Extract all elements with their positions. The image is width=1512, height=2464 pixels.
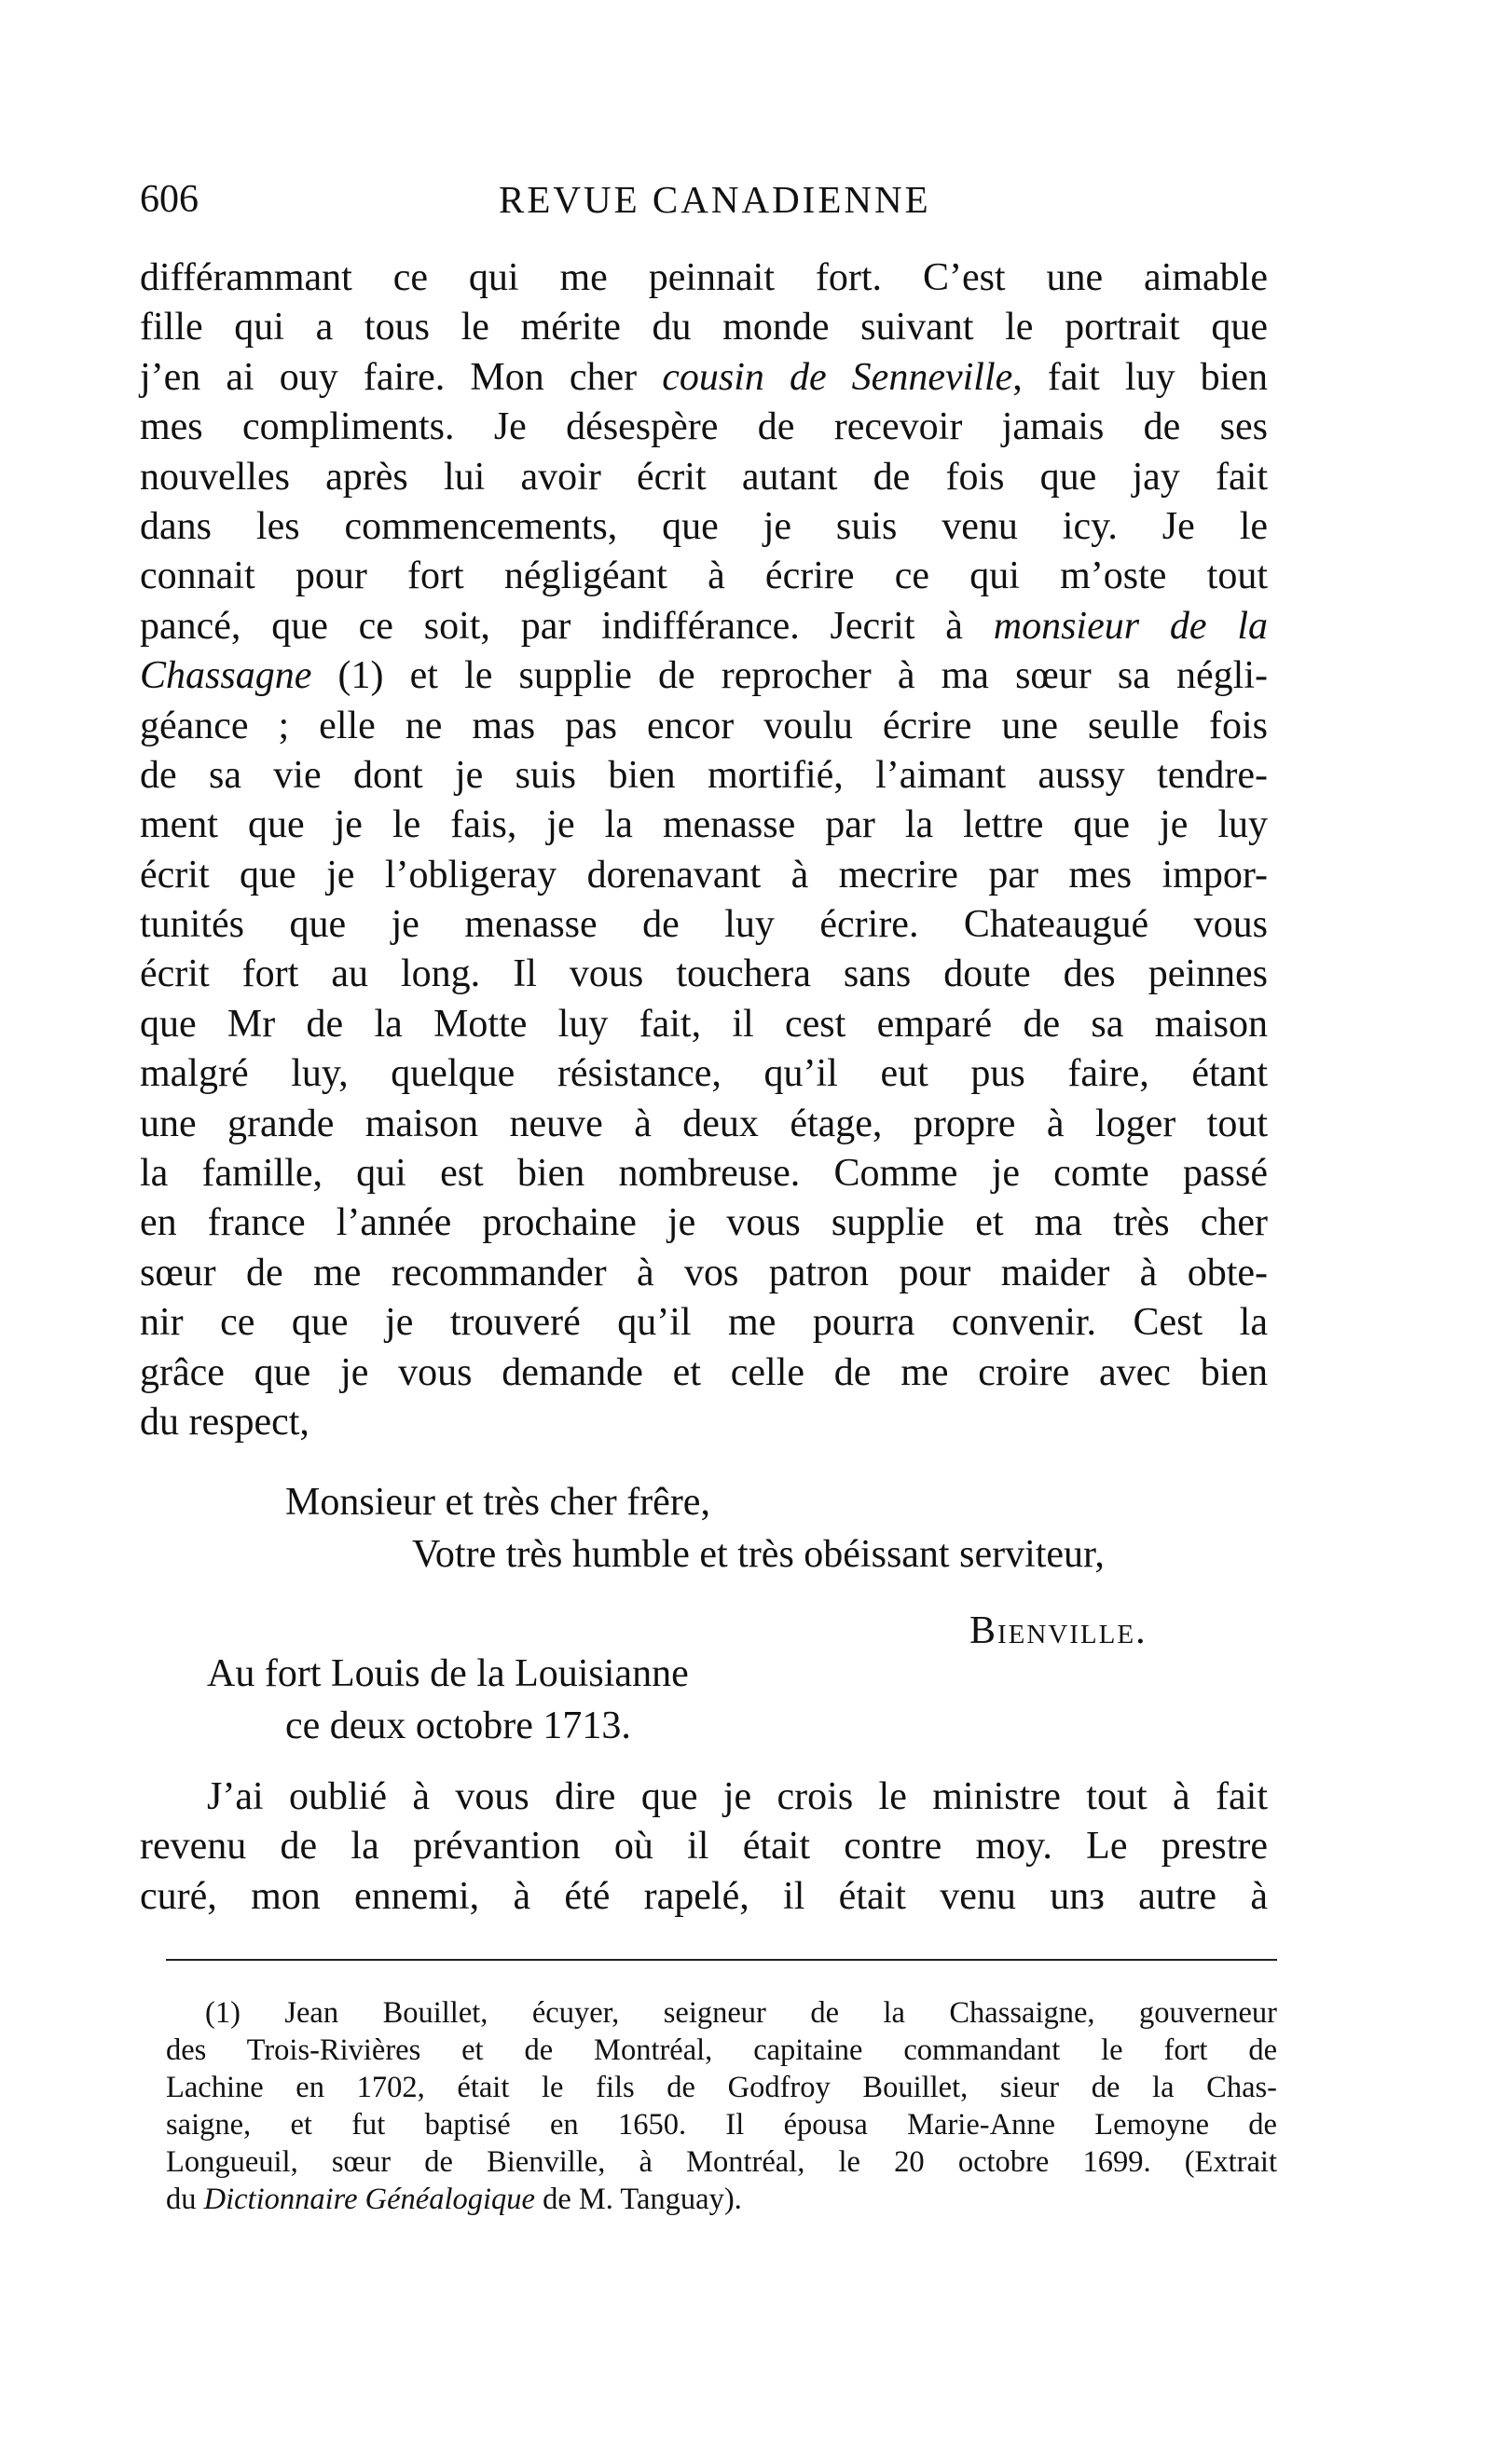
- closing-formula: Votre très humble et très obéissant serviteur,: [412, 1533, 1105, 1576]
- text-run: du: [166, 2183, 204, 2216]
- body-line: sœur de me recommander à vos patron pour maider à obte-: [140, 1251, 1268, 1294]
- date-line: ce deux octobre 1713.: [285, 1704, 631, 1747]
- body-line: la famille, qui est bien nombreuse. Comme je comte passé: [140, 1152, 1268, 1196]
- text-run: pancé, que ce soit, par indifférance. Jecrit à: [140, 604, 994, 648]
- postscript: [140, 1773, 1268, 1922]
- footnote-line: Longueuil, sœur de Bienville, à Montréal, le 20 octobre 1699. (Extrait: [166, 2145, 1277, 2179]
- body-line: que Mr de la Motte luy fait, il cest emparé de sa maison: [140, 1002, 1268, 1046]
- body-line: [140, 353, 1268, 403]
- italic-name: cousin de Senneville: [662, 355, 1013, 399]
- footnote-line: saigne, et fut baptisé en 1650. Il épousa Marie-Anne Lemoyne de: [166, 2108, 1277, 2142]
- text-run: , fait luy bien: [1012, 355, 1268, 399]
- body-line: différammant ce qui me peinnait fort. C’est une aimable: [140, 256, 1268, 299]
- body-line: nir ce que je trouveré qu’il me pourra convenir. Cest la: [140, 1301, 1268, 1345]
- text-run: j’en ai ouy faire. Mon cher: [140, 355, 663, 399]
- body-line: [140, 651, 1268, 701]
- body-line: du respect,: [140, 1400, 309, 1444]
- text-run: de M. Tanguay).: [534, 2183, 742, 2216]
- footnote-line: Lachine en 1702, était le fils de Godfroy Bouillet, sieur de la Chas-: [166, 2071, 1277, 2104]
- postscript-line: curé, mon ennemi, à été rapelé, il était venu unз autre à: [140, 1874, 1268, 1918]
- body-line: mes compliments. Je désespère de recevoir jamais de ses: [140, 405, 1268, 449]
- body-line: ment que je le fais, je la menasse par la lettre que je luy: [140, 803, 1268, 847]
- body-line: nouvelles après lui avoir écrit autant de fois que jay fait: [140, 455, 1268, 499]
- body-line: malgré luy, quelque résistance, qu’il eut pus faire, étant: [140, 1052, 1268, 1096]
- italic-name: Chassagne: [140, 654, 312, 698]
- body-line: écrit que je l’obligeray dorenavant à mecrire par mes impor-: [140, 853, 1268, 897]
- postscript-line: J’ai oublié à vous dire que je crois le ministre tout à fait: [207, 1775, 1268, 1818]
- italic-name: monsieur de la: [993, 604, 1268, 648]
- footnote-divider: [166, 1959, 1277, 1961]
- body-line: géance ; elle ne mas pas encor voulu écrire une seulle fois: [140, 704, 1268, 747]
- body-line: grâce que je vous demande et celle de me croire avec bien: [140, 1350, 1268, 1394]
- footnote-line: des Trois-Rivières et de Montréal, capitaine commandant le fort de: [166, 2033, 1277, 2067]
- running-head: [140, 177, 1277, 233]
- footnote: [166, 1994, 1277, 2218]
- body-line: dans les commencements, que je suis venu icy. Je le: [140, 504, 1268, 548]
- body-line: tunités que je menasse de luy écrire. Chateaugué vous: [140, 903, 1268, 947]
- body-line: fille qui a tous le mérite du monde suivant le portrait que: [140, 306, 1268, 349]
- body-line: en france l’année prochaine je vous supplie et ma très cher: [140, 1201, 1268, 1245]
- body-line: [140, 602, 1268, 651]
- postscript-line: revenu de la prévantion où il était contre moy. Le prestre: [140, 1825, 1268, 1869]
- body-line: une grande maison neuve à deux étage, propre à loger tout: [140, 1102, 1268, 1145]
- footnote-line: (1) Jean Bouillet, écuyer, seigneur de la Chassaigne, gouverneur: [205, 1996, 1277, 2030]
- body-line: de sa vie dont je suis bien mortifié, l’aimant aussy tendre-: [140, 753, 1268, 797]
- letter-body: [140, 253, 1268, 1447]
- journal-title: REVUE CANADIENNE: [499, 178, 931, 221]
- footnote-line: [166, 2181, 1277, 2218]
- italic-title: Dictionnaire Généalogique: [203, 2183, 535, 2216]
- body-line: écrit fort au long. Il vous touchera sans doute des peinnes: [140, 952, 1268, 996]
- page-number: 606: [140, 178, 199, 221]
- signature: Bienville.: [969, 1609, 1148, 1652]
- text-run: (1) et le supplie de reprocher à ma sœur sa négli-: [311, 654, 1268, 698]
- place-line: Au fort Louis de la Louisianne: [207, 1652, 689, 1695]
- salutation: Monsieur et très cher frêre,: [285, 1481, 710, 1524]
- body-line: connait pour fort négligéant à écrire ce qui m’oste tout: [140, 554, 1268, 598]
